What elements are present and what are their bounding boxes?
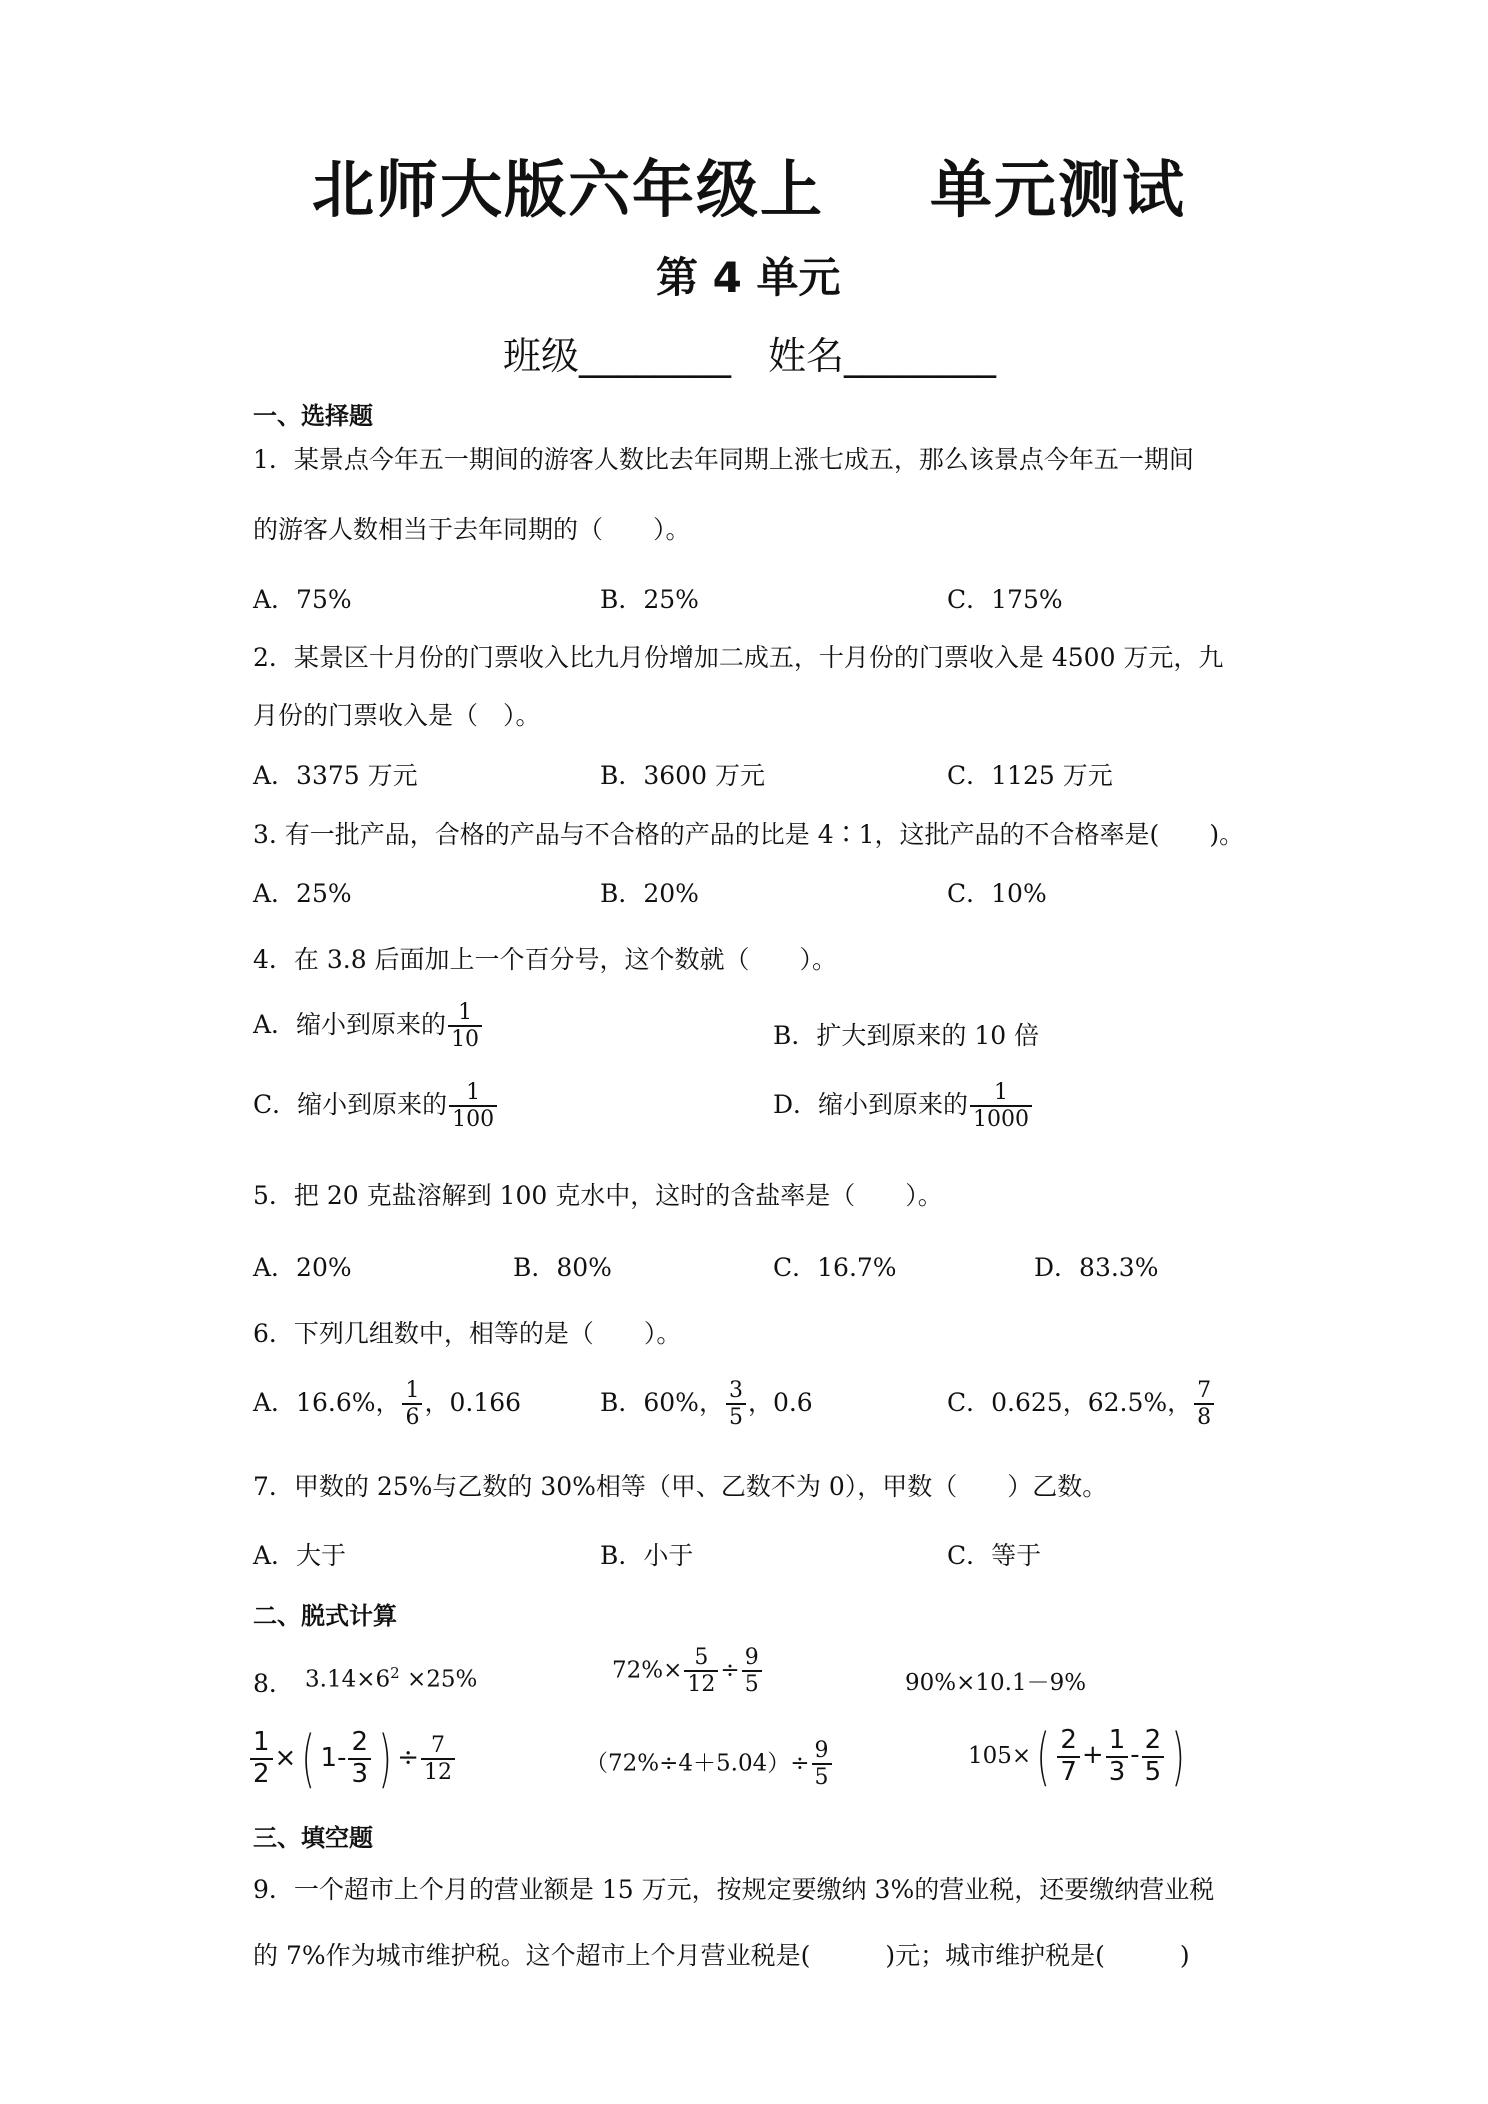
expr-4-div: ÷ — [397, 1743, 420, 1773]
left-paren: ( — [1036, 1720, 1050, 1793]
fraction-numerator: 3 — [728, 1378, 743, 1403]
expr-1-post: ×25% — [399, 1666, 478, 1693]
fraction-denominator: 5 — [812, 1763, 832, 1790]
q4-option-a-fraction — [448, 1000, 482, 1053]
q9-line2: 的 7%作为城市维护税。这个超市上个月营业税是( )元；城市维护税是( ) — [253, 1941, 1190, 1970]
q8-label: 8． — [253, 1669, 294, 1698]
fraction-numerator: 1 — [1108, 1725, 1126, 1756]
section-heading-choice: 一、选择题 — [253, 402, 373, 430]
q5-option-c: C．16.7% — [773, 1253, 897, 1282]
q3-line1: 3. 有一批产品，合格的产品与不合格的产品的比是 4∶1，这批产品的不合格率是( )。 — [253, 820, 1245, 849]
fraction-denominator: 6 — [402, 1403, 422, 1430]
class-field: 班级________ — [503, 334, 732, 378]
q7-line1: 7．甲数的 25%与乙数的 30%相等（甲、乙数不为 0），甲数（ ）乙数。 — [253, 1472, 1108, 1501]
expr-4-fraction-3 — [421, 1733, 455, 1786]
fraction-denominator: 5 — [1142, 1756, 1165, 1788]
expr-5-fraction — [812, 1738, 832, 1791]
title-right: 单元测试 — [930, 153, 1187, 226]
expr-3: 90%×10.1－9% — [905, 1670, 1087, 1696]
expr-4-one: 1- — [320, 1743, 347, 1773]
q6-option-a-pre: A．16.6%， — [253, 1387, 401, 1417]
expr-5 — [585, 1738, 834, 1791]
q7-option-c: C．等于 — [947, 1541, 1042, 1570]
fraction-numerator: 9 — [744, 1645, 759, 1670]
q4-option-b: B．扩大到原来的 10 倍 — [773, 1021, 1040, 1050]
fraction-numerator: 5 — [694, 1645, 709, 1670]
expr-1-pre: 3.14×6 — [305, 1666, 391, 1693]
fraction-numerator: 7 — [431, 1732, 446, 1758]
expr-2-fraction-2 — [742, 1645, 762, 1698]
q4-option-d-text: D．缩小到原来的 — [773, 1089, 969, 1119]
expr-6-pre: 105× — [968, 1743, 1032, 1769]
q5-line1: 5．把 20 克盐溶解到 100 克水中，这时的含盐率是（ ）。 — [253, 1181, 943, 1210]
expr-2-div: ÷ — [720, 1657, 740, 1684]
fraction-denominator: 1000 — [970, 1105, 1032, 1132]
expr-2-pre: 72%× — [612, 1657, 683, 1684]
q4-option-c — [253, 1080, 499, 1133]
fraction-numerator: 2 — [1060, 1725, 1077, 1756]
fraction-numerator: 1 — [994, 1080, 1009, 1105]
expr-6-fraction-3 — [1142, 1726, 1165, 1788]
q2-line2: 月份的门票收入是（ ）。 — [253, 701, 541, 730]
expr-4-fraction-2 — [348, 1728, 371, 1790]
fraction-numerator: 1 — [458, 1000, 473, 1025]
expr-1-exponent: 2 — [390, 1664, 400, 1682]
fraction-denominator: 12 — [684, 1670, 718, 1697]
fraction-denominator: 3 — [348, 1758, 371, 1790]
q6-option-c — [947, 1378, 1216, 1431]
q6-option-b-post: ，0.6 — [747, 1387, 813, 1417]
q6-option-a-post: ，0.166 — [424, 1387, 522, 1417]
fraction-numerator: 2 — [351, 1727, 369, 1758]
q6-option-c-pre: C．0.625，62.5%， — [947, 1387, 1193, 1417]
q1-option-c: C．175% — [947, 585, 1063, 614]
name-field: 姓名________ — [768, 334, 997, 378]
title-left: 北师大版六年级上 — [312, 153, 825, 226]
q1-line1: 1．某景点今年五一期间的游客人数比去年同期上涨七成五，那么该景点今年五一期间 — [253, 445, 1194, 474]
q5-option-a: A．20% — [253, 1253, 352, 1282]
fraction-numerator: 2 — [1144, 1725, 1162, 1756]
q4-option-d — [773, 1080, 1034, 1133]
section-heading-fill-blank: 三、填空题 — [253, 1824, 373, 1852]
fraction-denominator: 2 — [250, 1758, 273, 1790]
q6-option-b — [600, 1378, 813, 1431]
q6-option-a-fraction — [402, 1378, 422, 1431]
q6-option-c-fraction — [1194, 1378, 1214, 1431]
fraction-denominator: 12 — [421, 1758, 455, 1785]
expr-6-minus: - — [1130, 1740, 1140, 1770]
fraction-denominator: 8 — [1194, 1403, 1214, 1430]
q2-option-c: C．1125 万元 — [947, 761, 1113, 790]
expr-6-fraction-1 — [1057, 1726, 1080, 1788]
fraction-denominator: 3 — [1106, 1756, 1129, 1788]
q3-option-b: B．20% — [600, 879, 699, 908]
expr-2-fraction-1 — [684, 1645, 718, 1698]
fraction-numerator: 1 — [405, 1378, 420, 1403]
q2-line1: 2．某景区十月份的门票收入比九月份增加二成五，十月份的门票收入是 4500 万元，九 — [253, 643, 1224, 672]
q6-option-a — [253, 1378, 521, 1431]
fraction-numerator: 7 — [1197, 1378, 1212, 1403]
right-paren: ) — [378, 1722, 392, 1795]
expr-6-fraction-2 — [1106, 1726, 1129, 1788]
q6-line1: 6．下列几组数中，相等的是（ ）。 — [253, 1319, 682, 1348]
q5-option-d: D．83.3% — [1034, 1253, 1159, 1282]
q2-option-b: B．3600 万元 — [600, 761, 765, 790]
q6-option-b-fraction — [726, 1378, 746, 1431]
fraction-denominator: 5 — [726, 1403, 746, 1430]
q9-line1: 9．一个超市上个月的营业额是 15 万元，按规定要缴纳 3%的营业税，还要缴纳营业税 — [253, 1875, 1215, 1904]
fraction-denominator: 7 — [1057, 1756, 1080, 1788]
q7-option-b: B．小于 — [600, 1541, 694, 1570]
q4-option-a-text: A．缩小到原来的 — [253, 1009, 447, 1039]
q2-option-a: A．3375 万元 — [253, 761, 418, 790]
q7-option-a: A．大于 — [253, 1541, 347, 1570]
q4-line1: 4．在 3.8 后面加上一个百分号，这个数就（ ）。 — [253, 945, 838, 974]
expr-6-plus: + — [1081, 1740, 1104, 1770]
section-heading-calculation: 二、脱式计算 — [253, 1602, 397, 1630]
fraction-denominator: 5 — [742, 1670, 762, 1697]
expr-2 — [612, 1645, 764, 1698]
q4-option-a — [253, 1000, 484, 1053]
q4-option-c-text: C．缩小到原来的 — [253, 1089, 448, 1119]
fraction-denominator: 100 — [449, 1105, 497, 1132]
expr-6 — [968, 1720, 1190, 1793]
fraction-numerator: 1 — [253, 1727, 270, 1758]
q4-option-c-fraction — [449, 1080, 497, 1133]
fraction-numerator: 9 — [814, 1738, 829, 1763]
fraction-numerator: 1 — [466, 1080, 481, 1105]
q3-option-a: A．25% — [253, 879, 352, 908]
q5-option-b: B．80% — [513, 1253, 612, 1282]
left-paren: ( — [301, 1722, 316, 1795]
expr-4-times: × — [274, 1743, 297, 1773]
q1-option-b: B．25% — [600, 585, 699, 614]
q1-option-a: A．75% — [253, 585, 352, 614]
fraction-denominator: 10 — [448, 1025, 482, 1052]
q6-option-b-pre: B．60%， — [600, 1387, 724, 1417]
expr-4 — [248, 1722, 457, 1795]
unit-subtitle: 第 4 单元 — [656, 253, 841, 302]
q1-line2: 的游客人数相当于去年同期的（ ）。 — [253, 515, 691, 544]
q3-option-c: C．10% — [947, 879, 1047, 908]
expr-1 — [305, 1664, 477, 1693]
q4-option-d-fraction — [970, 1080, 1032, 1133]
expr-5-pre: （72%÷4＋5.04）÷ — [585, 1750, 810, 1777]
right-paren: ) — [1171, 1720, 1185, 1793]
expr-4-fraction-1 — [250, 1728, 273, 1790]
